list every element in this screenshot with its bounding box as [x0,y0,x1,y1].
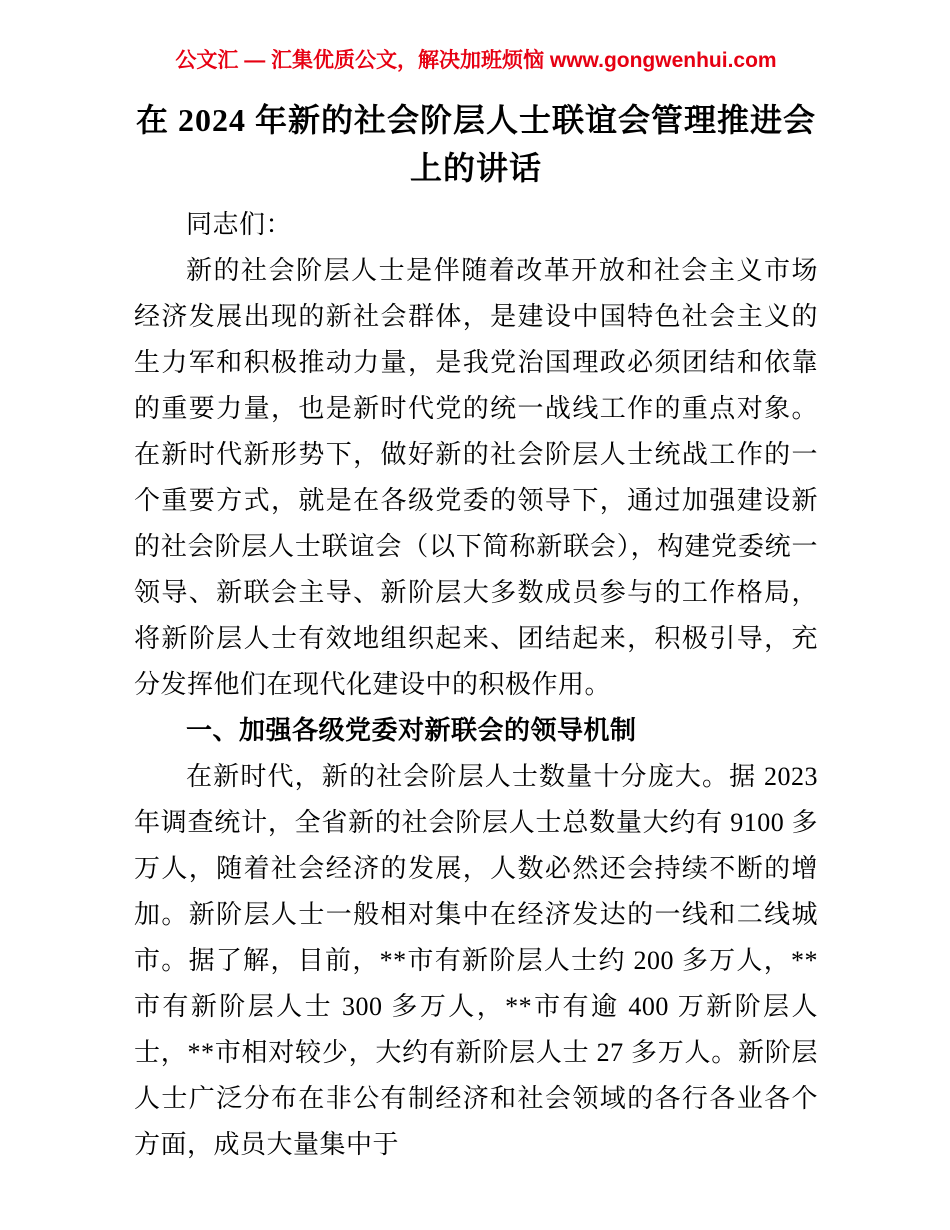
section-heading-1: 一、加强各级党委对新联会的领导机制 [186,716,637,745]
document-title: 在 2024 年新的社会阶层人士联谊会管理推进会上的讲话 [135,102,816,186]
body-paragraph-2: 在新时代，新的社会阶层人士数量十分庞大。据 2023 年调查统计，全省新的社会阶层人士总数量大约有 9100 多万人，随着社会经济的发展，人数必然还会持续不断的增加。新阶层人士一般相对集中在经济发达的一线和二线城市。据了解，目前，**市有新阶层人士约 200 多万人，**市有新阶层人士 300 多万人，**市有逾 400 万新阶层人士，**市相对较少，大约有新阶层人士 27 多万人。新阶层人士广泛分布在非公有制经济和社会领域的各行各业各个方面，成员大量集中于 [134,762,818,1159]
salutation: 同志们： [186,210,293,239]
body-paragraph-1: 新的社会阶层人士是伴随着改革开放和社会主义市场经济发展出现的新社会群体，是建设中国特色社会主义的生力军和积极推动力量，是我党治国理政必须团结和依靠的重要力量，也是新时代党的统一战线工作的重点对象。在新时代新形势下，做好新的社会阶层人士统战工作的一个重要方式，就是在各级党委的领导下，通过加强建设新的社会阶层人士联谊会（以下简称新联会），构建党委统一领导、新联会主导、新阶层大多数成员参与的工作格局，将新阶层人士有效地组织起来、团结起来，积极引导，充分发挥他们在现代化建设中的积极作用。 [134,256,818,699]
site-banner-text: 公文汇 — 汇集优质公文，解决加班烦恼 www.gongwenhui.com [175,49,777,72]
